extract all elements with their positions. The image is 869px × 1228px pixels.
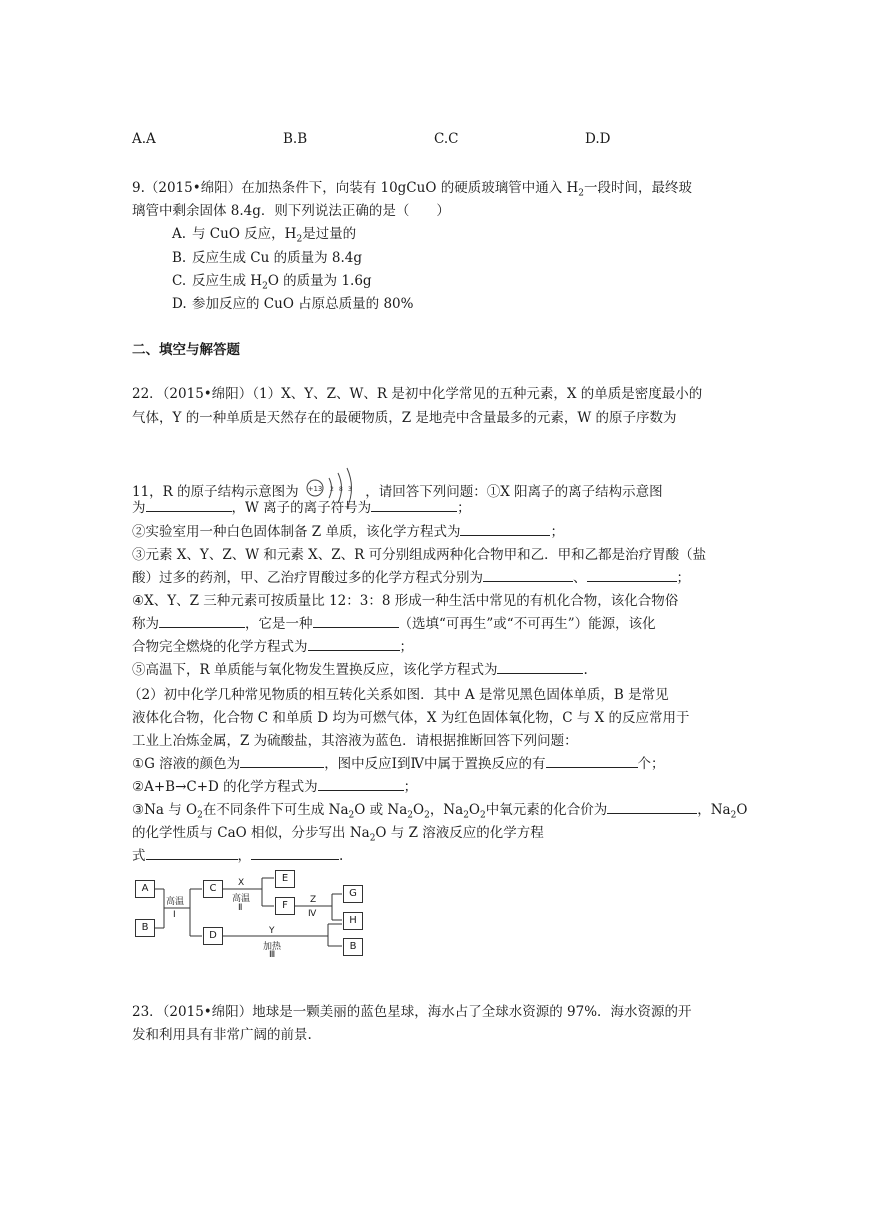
q22-line-8: ④X、Y、Z 三种元素可按质量比 12：3：8 形成一种生活中常见的有机化合物，该化合物俗 — [132, 593, 679, 609]
answer-blank[interactable] — [483, 567, 573, 582]
answer-blank[interactable] — [146, 497, 232, 512]
q8-option-c: C.C — [434, 131, 459, 147]
answer-blank[interactable] — [318, 776, 404, 791]
answer-blank[interactable] — [240, 753, 324, 768]
diagram-box-a: A — [135, 880, 155, 898]
answer-blank[interactable] — [159, 613, 245, 628]
answer-blank[interactable] — [546, 753, 638, 768]
q22-line-3: 11，R 的原子结构示意图为 +13 2 8 3 ，请回答下列问题：①X 阳离子的离子结构示意图 — [132, 466, 663, 510]
q8-option-a: A.A — [132, 131, 156, 147]
label-reaction-2-condition: 高温 — [232, 894, 251, 904]
reaction-flow-diagram — [132, 870, 372, 960]
q9-option-d: D. 参加反应的 CuO 占原总质量的 80% — [172, 296, 414, 312]
label-reaction-1: Ⅰ — [173, 910, 176, 920]
q22-part2-line-8: 式 ， . — [132, 844, 343, 864]
atom-shell-3: 3 — [347, 486, 352, 493]
q22-line-7: 酸）过多的药剂，甲、乙治疗胃酸过多的化学方程式分别为 、 ； — [132, 566, 690, 586]
answer-blank[interactable] — [251, 845, 339, 860]
diagram-box-b-product: B — [343, 938, 363, 956]
q8-option-d: D.D — [585, 131, 611, 147]
q22-part2-line-2: 液体化合物，化合物 C 和单质 D 均为可燃气体，X 为红色固体氧化物，C 与 X 的反应常用于 — [132, 710, 690, 726]
q23-line-1: 23．（2015•绵阳）地球是一颗美丽的蓝色星球，海水占了全球水资源的 97%．海水资源的开 — [132, 1004, 692, 1020]
answer-blank[interactable] — [313, 613, 399, 628]
q22-line-11: ⑤高温下，R 单质能与氧化物发生置换反应，该化学方程式为 . — [132, 658, 588, 678]
q22-line-9: 称为 ，它是一种 （选填“可再生”或“不可再生”）能源，该化 — [132, 612, 656, 632]
q22-part2-line-1: （2）初中化学几种常见物质的相互转化关系如图．其中 A 是常见黑色固体单质，B 是常见 — [128, 687, 669, 703]
answer-blank[interactable] — [607, 799, 697, 814]
diagram-box-h: H — [343, 912, 363, 930]
q22-part2-line-3: 工业上冶炼金属，Z 为硫酸盐，其溶液为蓝色．请根据推断回答下列问题： — [132, 733, 578, 749]
label-reaction-4: Ⅳ — [308, 909, 317, 919]
label-reaction-2: Ⅱ — [238, 903, 243, 913]
label-reaction-3: Ⅲ — [269, 950, 276, 960]
answer-blank[interactable] — [146, 845, 238, 860]
answer-blank[interactable] — [460, 521, 550, 536]
diagram-box-d: D — [203, 927, 223, 945]
label-reaction-3-condition: 加热 — [263, 942, 282, 952]
atom-shell-2: 8 — [338, 486, 343, 493]
q22-line-6: ③元素 X、Y、Z、W 和元素 X、Z、R 可分别组成两种化合物甲和乙．甲和乙都是治疗胃酸（盐 — [132, 547, 707, 563]
q22-line-10: 合物完全燃烧的化学方程式为 ； — [132, 635, 413, 655]
q22-part2-line-5: ②A+B→C+D 的化学方程式为 ； — [132, 775, 417, 795]
answer-blank[interactable] — [497, 659, 583, 674]
atom-nucleus-label: +13 — [307, 485, 323, 493]
q22-line-4: 为 ，W 离子的离子符号为 ； — [132, 496, 471, 516]
q9-line-1: 9.（2015•绵阳）在加热条件下，向装有 10gCuO 的硬质玻璃管中通入 $H_2$一段时间，最终玻 — [132, 180, 692, 199]
label-reaction-1-condition: 高温 — [166, 897, 185, 907]
q9-option-c: C. 反应生成 $H_2O$ 的质量为 1.6g — [172, 273, 372, 292]
diagram-box-e: E — [275, 870, 295, 888]
q22-line-5: ②实验室用一种白色固体制备 Z 单质，该化学方程式为 ； — [132, 520, 564, 540]
answer-blank[interactable] — [371, 497, 457, 512]
section-2-title: 二、填空与解答题 — [132, 342, 240, 358]
q22-part2-line-6: ③Na 与 $O_2$在不同条件下可生成 $Na_2O$ 或 $Na_2O_2$，$Na_2O_2$中氧元素的化合价为 ，$Na_2O$ — [132, 798, 747, 821]
label-x: X — [238, 878, 245, 888]
diagram-box-c: C — [203, 880, 223, 898]
q9-option-b: B. 反应生成 Cu 的质量为 8.4g — [172, 250, 363, 266]
q22-part2-line-7: 的化学性质与 CaO 相似，分步写出 $Na_2O$ 与 Z 溶液反应的化学方程 — [132, 825, 544, 844]
label-y: Y — [269, 926, 275, 936]
q9-line-2: 璃管中剩余固体 8.4g．则下列说法正确的是（ ） — [132, 203, 450, 219]
diagram-connectors — [132, 870, 372, 960]
q23-line-2: 发和利用具有非常广阔的前景. — [132, 1027, 312, 1043]
q22-line-2: 气体，Y 的一种单质是天然存在的最硬物质，Z 是地壳中含量最多的元素，W 的原子序数为 — [132, 410, 677, 426]
atom-shell-1: 2 — [329, 486, 334, 493]
q9-option-a: A. 与 CuO 反应，$H_2$是过量的 — [172, 226, 357, 245]
diagram-box-b: B — [135, 919, 155, 937]
q22-part2-line-4: ①G 溶液的颜色为 ，图中反应Ⅰ到Ⅳ中属于置换反应的有 个； — [132, 752, 665, 772]
q8-option-b: B.B — [283, 131, 308, 147]
q22-line-1: 22．（2015•绵阳）（1）X、Y、Z、W、R 是初中化学常见的五种元素，X 的单质是密度最小的 — [132, 386, 703, 402]
answer-blank[interactable] — [587, 567, 677, 582]
answer-blank[interactable] — [308, 636, 400, 651]
label-z: Z — [310, 895, 317, 905]
diagram-box-g: G — [343, 885, 363, 903]
diagram-box-f: F — [275, 897, 295, 915]
